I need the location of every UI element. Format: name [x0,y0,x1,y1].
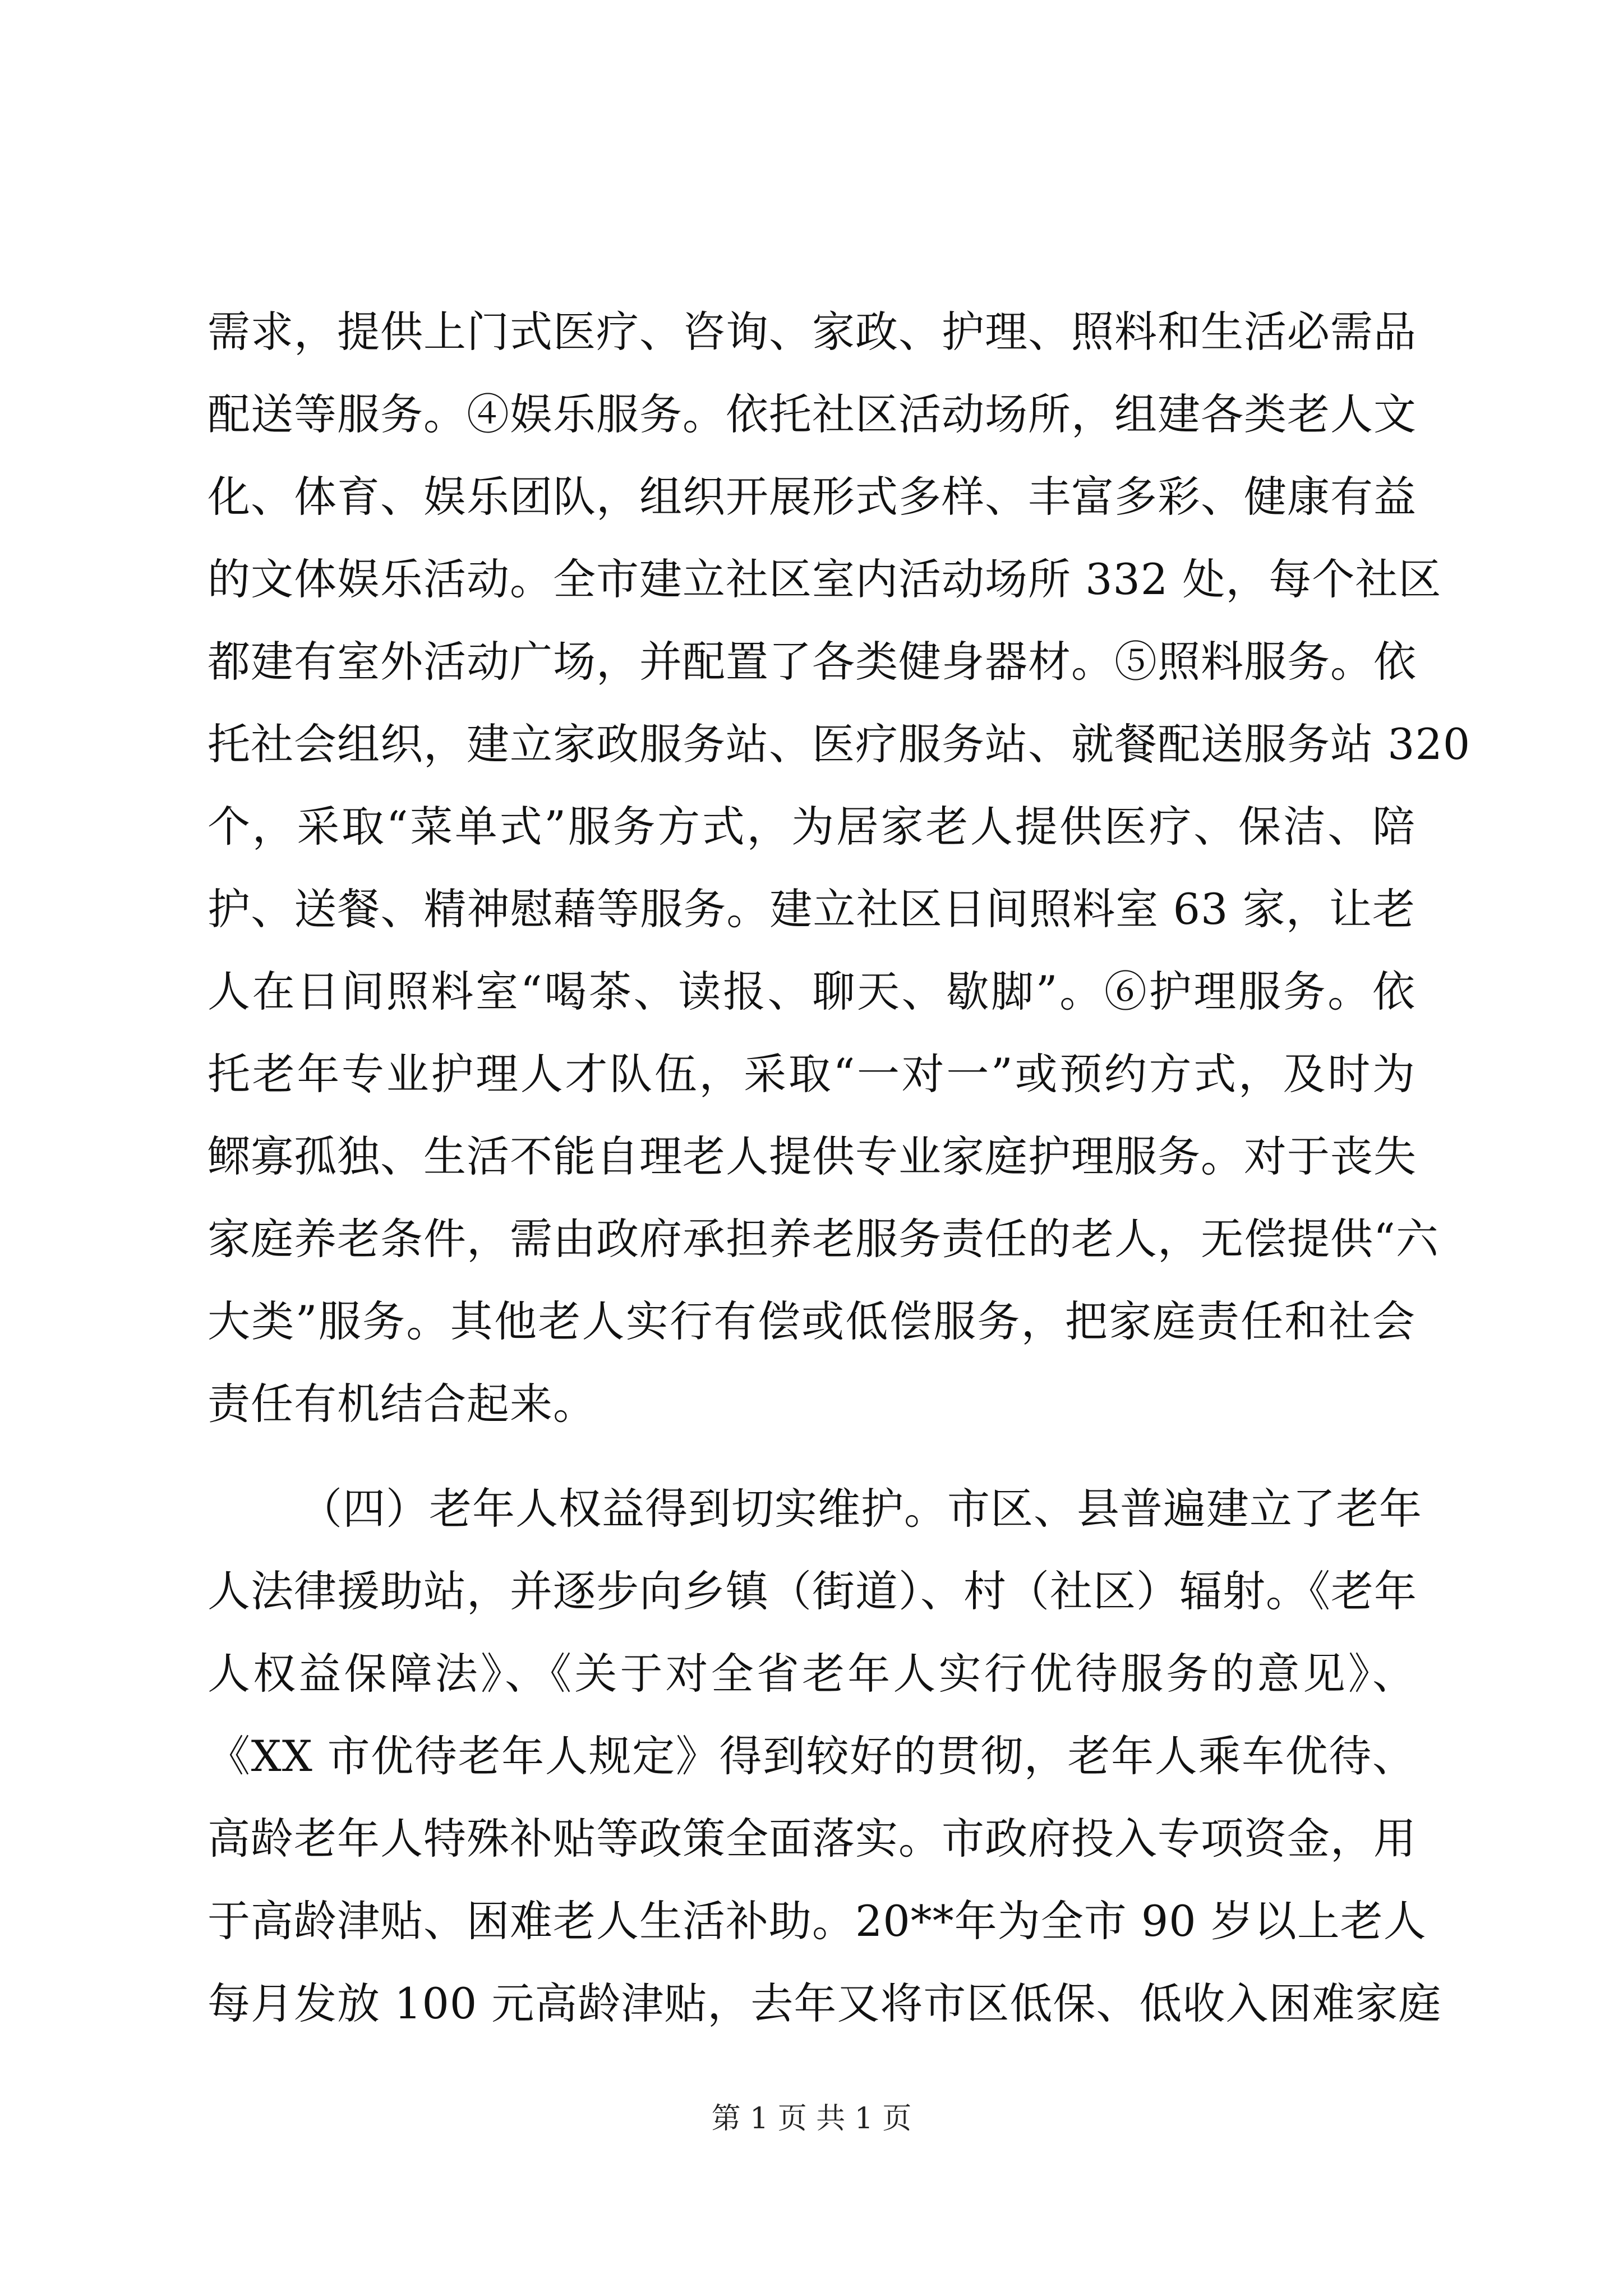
text-line: 每月发放 100 元高龄津贴，去年又将市区低保、低收入困难家庭 [208,1978,1442,2028]
text-line: 个，采取“菜单式”服务方式，为居家老人提供医疗、保洁、陪 [208,802,1415,852]
paragraph-gap [208,1445,1415,1467]
text-line: 人法律援助站，并逐步向乡镇（街道）、村（社区）辐射。《老年 [208,1566,1417,1616]
text-line: 的文体娱乐活动。全市建立社区室内活动场所 332 处，每个社区 [208,554,1442,604]
text-line: 配送等服务。④娱乐服务。依托社区活动场所，组建各类老人文 [208,389,1417,439]
text-line: 托老年专业护理人才队伍，采取“一对一”或预约方式，及时为 [208,1049,1415,1099]
text-line: 于高龄津贴、困难老人生活补助。20**年为全市 90 岁以上老人 [208,1896,1427,1946]
text-line: 大类”服务。其他老人实行有偿或低偿服务，把家庭责任和社会 [208,1296,1415,1346]
text-line: 鳏寡孤独、生活不能自理老人提供专业家庭护理服务。对于丧失 [208,1131,1417,1181]
paragraph-rights [208,1467,1442,2045]
paragraph-services [208,291,1471,1445]
text-line: （四）老年人权益得到切实维护。市区、县普遍建立了老年 [299,1484,1422,1534]
text-line: 都建有室外活动广场，并配置了各类健身器材。⑤照料服务。依 [208,637,1417,687]
text-line: 《XX 市优待老年人规定》得到较好的贯彻，老年人乘车优待、 [208,1731,1415,1781]
text-line: 人在日间照料室“喝茶、读报、聊天、歇脚”。⑥护理服务。依 [208,967,1415,1016]
text-line: 高龄老年人特殊补贴等政策全面落实。市政府投入专项资金，用 [208,1814,1417,1864]
text-line: 需求，提供上门式医疗、咨询、家政、护理、照料和生活必需品 [208,307,1417,357]
text-line: 护、送餐、精神慰藉等服务。建立社区日间照料室 63 家，让老 [208,884,1415,934]
page-number-footer: 第 1 页 共 1 页 [711,2102,912,2136]
body-text [208,291,1471,2045]
text-line: 人权益保障法》、《关于对全省老年人实行优待服务的意见》、 [208,1649,1415,1699]
text-line: 托社会组织，建立家政服务站、医疗服务站、就餐配送服务站 320 [208,719,1471,769]
text-line: 家庭养老条件，需由政府承担养老服务责任的老人，无偿提供“六 [208,1214,1439,1264]
text-line: 化、体育、娱乐团队，组织开展形式多样、丰富多彩、健康有益 [208,472,1417,522]
text-line: 责任有机结合起来。 [208,1379,596,1429]
